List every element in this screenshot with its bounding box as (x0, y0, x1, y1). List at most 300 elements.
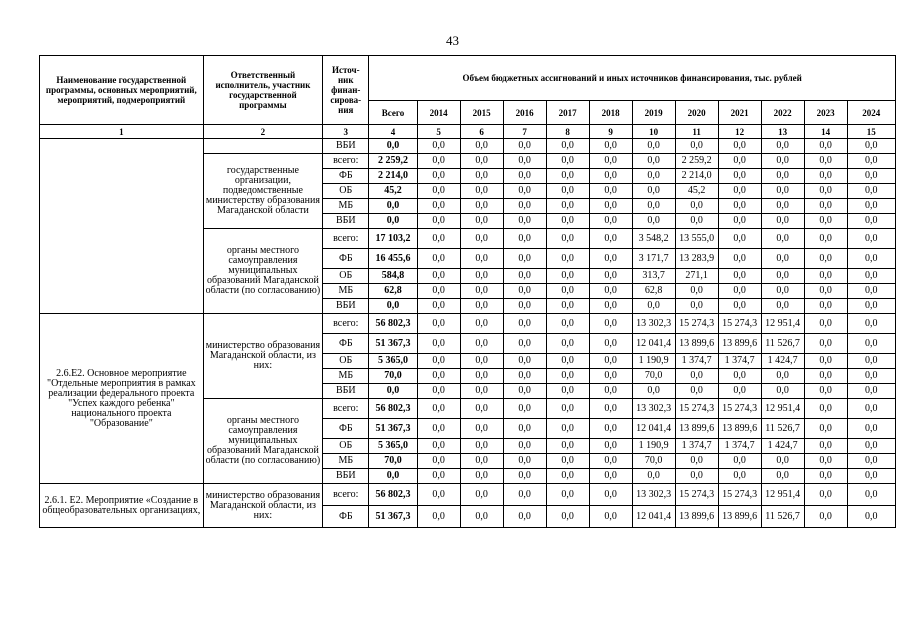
year-value-cell: 0,0 (546, 169, 589, 184)
year-value-cell: 12 951,4 (761, 484, 804, 506)
year-value-cell: 15 274,3 (718, 484, 761, 506)
year-value-cell: 0,0 (847, 314, 895, 334)
source-cell: ФБ (323, 334, 369, 354)
year-value-cell: 0,0 (546, 249, 589, 269)
budget-table (39, 55, 896, 528)
year-value-cell: 0,0 (503, 269, 546, 284)
total-cell: 56 802,3 (369, 314, 417, 334)
year-value-cell: 0,0 (503, 169, 546, 184)
header-program: Наименование государственной программы, основных мероприятий, мероприятий, подмероприятий (40, 56, 204, 125)
year-value-cell: 0,0 (589, 439, 632, 454)
year-value-cell: 0,0 (804, 249, 847, 269)
year-value-cell: 0,0 (503, 354, 546, 369)
column-index: 9 (589, 125, 632, 139)
total-cell: 0,0 (369, 299, 417, 314)
column-index: 3 (323, 125, 369, 139)
year-value-cell: 0,0 (718, 249, 761, 269)
year-value-cell: 0,0 (718, 169, 761, 184)
year-value-cell: 0,0 (847, 469, 895, 484)
source-cell: ФБ (323, 506, 369, 528)
year-value-cell: 13 899,6 (675, 419, 718, 439)
year-value-cell: 0,0 (417, 299, 460, 314)
executor-name: министерство образования Магаданской области, из них: (203, 314, 323, 399)
header-year: 2014 (417, 101, 460, 125)
source-cell: всего: (323, 314, 369, 334)
year-value-cell: 0,0 (503, 419, 546, 439)
year-value-cell: 0,0 (675, 139, 718, 154)
header-executor: Ответственный исполнитель, участник государственной программы (203, 56, 323, 125)
source-cell: всего: (323, 154, 369, 169)
header-year: 2022 (761, 101, 804, 125)
year-value-cell: 0,0 (546, 154, 589, 169)
year-value-cell: 0,0 (417, 454, 460, 469)
year-value-cell: 0,0 (761, 214, 804, 229)
source-cell: МБ (323, 284, 369, 299)
year-value-cell: 0,0 (804, 154, 847, 169)
year-value-cell: 0,0 (460, 469, 503, 484)
total-cell: 16 455,6 (369, 249, 417, 269)
year-value-cell: 1 374,7 (675, 354, 718, 369)
year-value-cell: 0,0 (417, 354, 460, 369)
total-cell: 17 103,2 (369, 229, 417, 249)
year-value-cell: 15 274,3 (675, 399, 718, 419)
source-cell: всего: (323, 399, 369, 419)
year-value-cell: 0,0 (847, 354, 895, 369)
year-value-cell: 0,0 (718, 299, 761, 314)
year-value-cell: 0,0 (503, 229, 546, 249)
year-value-cell: 0,0 (460, 299, 503, 314)
year-value-cell: 0,0 (546, 399, 589, 419)
year-value-cell: 70,0 (632, 369, 675, 384)
header-year: 2019 (632, 101, 675, 125)
year-value-cell: 0,0 (804, 506, 847, 528)
year-value-cell: 0,0 (804, 299, 847, 314)
column-index: 10 (632, 125, 675, 139)
year-value-cell: 0,0 (417, 369, 460, 384)
year-value-cell: 13 899,6 (675, 506, 718, 528)
year-value-cell: 0,0 (546, 484, 589, 506)
source-cell: ВБИ (323, 469, 369, 484)
year-value-cell: 0,0 (675, 454, 718, 469)
year-value-cell: 11 526,7 (761, 334, 804, 354)
header-total: Всего (369, 101, 417, 125)
year-value-cell: 0,0 (417, 484, 460, 506)
year-value-cell: 0,0 (417, 229, 460, 249)
year-value-cell: 0,0 (589, 269, 632, 284)
year-value-cell: 0,0 (632, 139, 675, 154)
year-value-cell: 0,0 (589, 454, 632, 469)
measure-name (40, 139, 204, 314)
year-value-cell: 0,0 (589, 299, 632, 314)
year-value-cell: 0,0 (804, 419, 847, 439)
year-value-cell: 0,0 (804, 229, 847, 249)
year-value-cell: 0,0 (546, 299, 589, 314)
year-value-cell: 0,0 (847, 484, 895, 506)
year-value-cell: 0,0 (675, 284, 718, 299)
year-value-cell: 0,0 (804, 484, 847, 506)
column-index-row (40, 125, 896, 139)
year-value-cell: 13 302,3 (632, 484, 675, 506)
year-value-cell: 0,0 (546, 384, 589, 399)
year-value-cell: 0,0 (417, 249, 460, 269)
executor-name: министерство образования Магаданской области, из них: (203, 484, 323, 528)
source-cell: ОБ (323, 354, 369, 369)
year-value-cell: 13 555,0 (675, 229, 718, 249)
year-value-cell: 0,0 (589, 506, 632, 528)
year-value-cell: 0,0 (589, 399, 632, 419)
header-year: 2017 (546, 101, 589, 125)
year-value-cell: 0,0 (417, 334, 460, 354)
year-value-cell: 13 899,6 (675, 334, 718, 354)
year-value-cell: 0,0 (718, 469, 761, 484)
year-value-cell: 12 041,4 (632, 506, 675, 528)
year-value-cell: 0,0 (417, 139, 460, 154)
total-cell: 0,0 (369, 199, 417, 214)
year-value-cell: 12 041,4 (632, 334, 675, 354)
total-cell: 0,0 (369, 384, 417, 399)
total-cell: 584,8 (369, 269, 417, 284)
year-value-cell: 0,0 (804, 439, 847, 454)
year-value-cell: 0,0 (804, 354, 847, 369)
year-value-cell: 0,0 (589, 384, 632, 399)
source-cell: МБ (323, 454, 369, 469)
year-value-cell: 0,0 (503, 314, 546, 334)
source-cell: ВБИ (323, 299, 369, 314)
year-value-cell: 0,0 (761, 184, 804, 199)
year-value-cell: 0,0 (546, 199, 589, 214)
year-value-cell: 0,0 (417, 154, 460, 169)
year-value-cell: 15 274,3 (718, 314, 761, 334)
year-value-cell: 0,0 (503, 439, 546, 454)
year-value-cell: 0,0 (460, 399, 503, 419)
year-value-cell: 0,0 (417, 506, 460, 528)
year-value-cell: 13 302,3 (632, 314, 675, 334)
year-value-cell: 1 424,7 (761, 439, 804, 454)
year-value-cell: 0,0 (632, 199, 675, 214)
year-value-cell: 0,0 (632, 469, 675, 484)
header-year: 2023 (804, 101, 847, 125)
year-value-cell: 0,0 (718, 154, 761, 169)
year-value-cell: 0,0 (417, 214, 460, 229)
year-value-cell: 0,0 (804, 454, 847, 469)
year-value-cell: 0,0 (761, 469, 804, 484)
year-value-cell: 0,0 (460, 419, 503, 439)
year-value-cell: 0,0 (546, 506, 589, 528)
column-index: 14 (804, 125, 847, 139)
year-value-cell: 0,0 (804, 384, 847, 399)
year-value-cell: 0,0 (503, 299, 546, 314)
column-index: 13 (761, 125, 804, 139)
year-value-cell: 0,0 (460, 199, 503, 214)
year-value-cell: 0,0 (589, 314, 632, 334)
year-value-cell: 13 302,3 (632, 399, 675, 419)
year-value-cell: 0,0 (718, 369, 761, 384)
year-value-cell: 0,0 (847, 184, 895, 199)
source-cell: ВБИ (323, 139, 369, 154)
total-cell: 45,2 (369, 184, 417, 199)
year-value-cell: 0,0 (589, 369, 632, 384)
year-value-cell: 0,0 (460, 384, 503, 399)
year-value-cell: 1 190,9 (632, 354, 675, 369)
year-value-cell: 0,0 (847, 369, 895, 384)
year-value-cell: 0,0 (761, 454, 804, 469)
year-value-cell: 13 899,6 (718, 334, 761, 354)
year-value-cell: 0,0 (761, 284, 804, 299)
header-source: Источ-ник финан-сирова-ния (323, 56, 369, 125)
column-index: 12 (718, 125, 761, 139)
source-cell: МБ (323, 199, 369, 214)
year-value-cell: 2 214,0 (675, 169, 718, 184)
year-value-cell: 0,0 (460, 454, 503, 469)
column-index: 1 (40, 125, 204, 139)
year-value-cell: 0,0 (589, 229, 632, 249)
total-cell: 70,0 (369, 369, 417, 384)
total-cell: 2 214,0 (369, 169, 417, 184)
year-value-cell: 0,0 (460, 439, 503, 454)
year-value-cell: 15 274,3 (675, 314, 718, 334)
year-value-cell: 0,0 (761, 229, 804, 249)
total-cell: 0,0 (369, 139, 417, 154)
year-value-cell: 0,0 (847, 154, 895, 169)
year-value-cell: 1 424,7 (761, 354, 804, 369)
total-cell: 5 365,0 (369, 439, 417, 454)
year-value-cell: 0,0 (460, 354, 503, 369)
year-value-cell: 0,0 (847, 229, 895, 249)
year-value-cell: 0,0 (718, 284, 761, 299)
year-value-cell: 0,0 (847, 439, 895, 454)
year-value-cell: 1 374,7 (718, 354, 761, 369)
table-row (40, 139, 896, 154)
year-value-cell: 0,0 (761, 249, 804, 269)
year-value-cell: 12 951,4 (761, 399, 804, 419)
year-value-cell: 0,0 (847, 169, 895, 184)
year-value-cell: 0,0 (546, 454, 589, 469)
year-value-cell: 0,0 (589, 154, 632, 169)
year-value-cell: 0,0 (417, 284, 460, 299)
year-value-cell: 0,0 (503, 184, 546, 199)
header-year: 2024 (847, 101, 895, 125)
year-value-cell: 0,0 (718, 139, 761, 154)
year-value-cell: 0,0 (761, 169, 804, 184)
year-value-cell: 0,0 (804, 314, 847, 334)
year-value-cell: 15 274,3 (718, 399, 761, 419)
year-value-cell: 0,0 (460, 314, 503, 334)
year-value-cell: 0,0 (847, 454, 895, 469)
year-value-cell: 0,0 (503, 399, 546, 419)
year-value-cell: 0,0 (847, 384, 895, 399)
year-value-cell: 0,0 (546, 314, 589, 334)
year-value-cell: 0,0 (675, 299, 718, 314)
year-value-cell: 0,0 (589, 249, 632, 269)
year-value-cell: 1 374,7 (675, 439, 718, 454)
year-value-cell: 0,0 (460, 249, 503, 269)
year-value-cell: 0,0 (632, 299, 675, 314)
year-value-cell: 0,0 (503, 454, 546, 469)
executor-name: органы местного самоуправления муниципальных образований Магаданской области (по согласованию) (203, 229, 323, 314)
year-value-cell: 0,0 (417, 384, 460, 399)
source-cell: всего: (323, 484, 369, 506)
year-value-cell: 0,0 (589, 334, 632, 354)
year-value-cell: 0,0 (546, 229, 589, 249)
year-value-cell: 15 274,3 (675, 484, 718, 506)
source-cell: ФБ (323, 419, 369, 439)
header-year: 2016 (503, 101, 546, 125)
year-value-cell: 0,0 (589, 214, 632, 229)
year-value-cell: 0,0 (503, 506, 546, 528)
total-cell: 62,8 (369, 284, 417, 299)
year-value-cell: 0,0 (847, 139, 895, 154)
total-cell: 51 367,3 (369, 334, 417, 354)
column-index: 6 (460, 125, 503, 139)
year-value-cell: 0,0 (847, 269, 895, 284)
page-number: 43 (446, 33, 459, 48)
year-value-cell: 0,0 (804, 199, 847, 214)
year-value-cell: 0,0 (460, 269, 503, 284)
year-value-cell: 0,0 (847, 299, 895, 314)
year-value-cell: 0,0 (503, 154, 546, 169)
year-value-cell: 3 171,7 (632, 249, 675, 269)
column-index: 11 (675, 125, 718, 139)
year-value-cell: 0,0 (417, 314, 460, 334)
year-value-cell: 0,0 (417, 399, 460, 419)
year-value-cell: 0,0 (804, 284, 847, 299)
year-value-cell: 0,0 (417, 169, 460, 184)
year-value-cell: 0,0 (761, 154, 804, 169)
executor-name: органы местного самоуправления муниципальных образований Магаданской области (по согласованию) (203, 399, 323, 484)
year-value-cell: 0,0 (761, 139, 804, 154)
year-value-cell: 0,0 (675, 469, 718, 484)
year-value-cell: 0,0 (761, 199, 804, 214)
year-value-cell: 0,0 (718, 454, 761, 469)
table-row (40, 484, 896, 506)
year-value-cell: 0,0 (460, 154, 503, 169)
year-value-cell: 0,0 (460, 506, 503, 528)
year-value-cell: 0,0 (589, 199, 632, 214)
year-value-cell: 0,0 (503, 284, 546, 299)
year-value-cell: 0,0 (847, 214, 895, 229)
year-value-cell: 1 190,9 (632, 439, 675, 454)
year-value-cell: 0,0 (546, 269, 589, 284)
executor-name (203, 139, 323, 154)
year-value-cell: 0,0 (546, 354, 589, 369)
year-value-cell: 0,0 (718, 384, 761, 399)
source-cell: всего: (323, 229, 369, 249)
header-year: 2015 (460, 101, 503, 125)
year-value-cell: 0,0 (417, 469, 460, 484)
year-value-cell: 0,0 (589, 354, 632, 369)
year-value-cell: 0,0 (589, 139, 632, 154)
year-value-cell: 0,0 (503, 484, 546, 506)
column-index: 8 (546, 125, 589, 139)
year-value-cell: 0,0 (804, 214, 847, 229)
year-value-cell: 0,0 (546, 214, 589, 229)
header-row (40, 56, 896, 101)
year-value-cell: 0,0 (589, 469, 632, 484)
year-value-cell: 0,0 (804, 139, 847, 154)
source-cell: ВБИ (323, 214, 369, 229)
year-value-cell: 0,0 (718, 214, 761, 229)
year-value-cell: 0,0 (417, 419, 460, 439)
year-value-cell: 0,0 (675, 199, 718, 214)
year-value-cell: 0,0 (546, 184, 589, 199)
header-year: 2021 (718, 101, 761, 125)
year-value-cell: 0,0 (847, 249, 895, 269)
year-value-cell: 0,0 (503, 249, 546, 269)
year-value-cell: 0,0 (718, 184, 761, 199)
year-value-cell: 62,8 (632, 284, 675, 299)
year-value-cell: 0,0 (460, 484, 503, 506)
total-cell: 56 802,3 (369, 484, 417, 506)
year-value-cell: 0,0 (847, 199, 895, 214)
year-value-cell: 0,0 (503, 334, 546, 354)
total-cell: 5 365,0 (369, 354, 417, 369)
year-value-cell: 0,0 (546, 369, 589, 384)
year-value-cell: 0,0 (546, 419, 589, 439)
year-value-cell: 0,0 (718, 229, 761, 249)
total-cell: 0,0 (369, 469, 417, 484)
year-value-cell: 0,0 (460, 334, 503, 354)
year-value-cell: 45,2 (675, 184, 718, 199)
year-value-cell: 0,0 (675, 384, 718, 399)
source-cell: ОБ (323, 269, 369, 284)
year-value-cell: 0,0 (632, 214, 675, 229)
year-value-cell: 0,0 (546, 334, 589, 354)
year-value-cell: 0,0 (804, 269, 847, 284)
year-value-cell: 0,0 (847, 399, 895, 419)
year-value-cell: 0,0 (503, 139, 546, 154)
year-value-cell: 0,0 (804, 399, 847, 419)
year-value-cell: 0,0 (460, 369, 503, 384)
year-value-cell: 0,0 (546, 139, 589, 154)
year-value-cell: 0,0 (503, 369, 546, 384)
year-value-cell: 0,0 (847, 334, 895, 354)
year-value-cell: 0,0 (804, 184, 847, 199)
header-year: 2018 (589, 101, 632, 125)
year-value-cell: 0,0 (503, 214, 546, 229)
header-volume: Объем бюджетных ассигнований и иных источников финансирования, тыс. рублей (369, 56, 896, 101)
year-value-cell: 0,0 (503, 199, 546, 214)
column-index: 15 (847, 125, 895, 139)
measure-name: 2.6.E2. Основное мероприятие "Отдельные мероприятия в рамках реализации федерального проекта "Успех каждого ребенка" национального проекта "Образование" (40, 314, 204, 484)
total-cell: 70,0 (369, 454, 417, 469)
header-year: 2020 (675, 101, 718, 125)
executor-name: государственные организации, подведомственные министерству образования Магаданской области (203, 154, 323, 229)
year-value-cell: 0,0 (847, 284, 895, 299)
year-value-cell: 0,0 (804, 369, 847, 384)
source-cell: ОБ (323, 439, 369, 454)
year-value-cell: 313,7 (632, 269, 675, 284)
year-value-cell: 0,0 (804, 469, 847, 484)
total-cell: 51 367,3 (369, 419, 417, 439)
year-value-cell: 0,0 (460, 184, 503, 199)
table-row (40, 314, 896, 334)
year-value-cell: 3 548,2 (632, 229, 675, 249)
year-value-cell: 0,0 (847, 419, 895, 439)
year-value-cell: 0,0 (589, 419, 632, 439)
source-cell: МБ (323, 369, 369, 384)
year-value-cell: 0,0 (417, 439, 460, 454)
year-value-cell: 0,0 (589, 184, 632, 199)
year-value-cell: 0,0 (675, 369, 718, 384)
year-value-cell: 0,0 (589, 284, 632, 299)
year-value-cell: 13 899,6 (718, 506, 761, 528)
year-value-cell: 0,0 (546, 469, 589, 484)
year-value-cell: 12 041,4 (632, 419, 675, 439)
year-value-cell: 70,0 (632, 454, 675, 469)
year-value-cell: 0,0 (632, 169, 675, 184)
year-value-cell: 0,0 (761, 299, 804, 314)
column-index: 4 (369, 125, 417, 139)
